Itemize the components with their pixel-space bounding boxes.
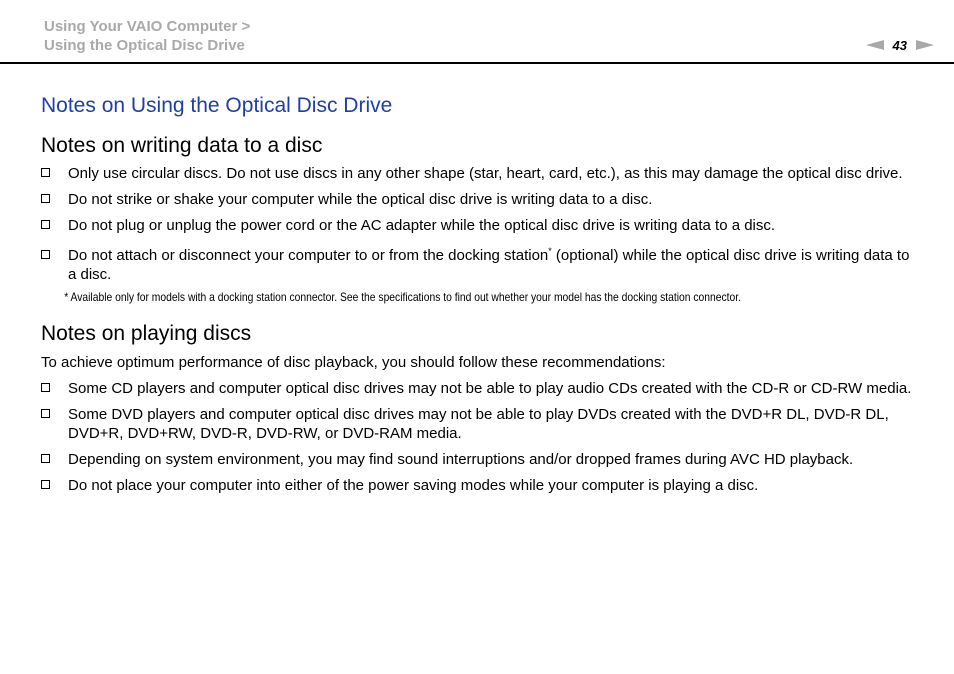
list-item bbox=[41, 216, 921, 235]
list-item-text: Some CD players and computer optical disc drives may not be able to play audio CDs created with the CD-R or CD-RW media. bbox=[68, 380, 912, 397]
list-item-text-start: Do not attach or disconnect your computer to or from the docking station bbox=[68, 247, 549, 264]
checkbox-bullet-icon bbox=[41, 480, 50, 489]
checkbox-bullet-icon bbox=[41, 168, 50, 177]
list-item-text: Do not strike or shake your computer while the optical disc drive is writing data to a disc. bbox=[68, 191, 653, 208]
page-content bbox=[41, 93, 921, 495]
list-item bbox=[41, 405, 921, 443]
previous-page-arrow-icon[interactable] bbox=[866, 40, 884, 50]
list-item-text: Do not place your computer into either of the power saving modes while your computer is playing a disc. bbox=[68, 477, 759, 494]
checkbox-bullet-icon bbox=[41, 250, 50, 259]
writing-notes-list bbox=[41, 164, 921, 284]
page-number: 43 bbox=[892, 37, 907, 53]
checkbox-bullet-icon bbox=[41, 409, 50, 418]
list-item bbox=[41, 164, 921, 183]
header-divider bbox=[0, 62, 954, 64]
footnote-marker: * bbox=[548, 246, 552, 256]
footnote: * Available only for models with a docking station connector. See the specifications to find out whether your model has the docking station connector. bbox=[64, 290, 741, 304]
checkbox-bullet-icon bbox=[41, 383, 50, 392]
playing-notes-list bbox=[41, 379, 921, 495]
breadcrumb-parent-link[interactable]: Using Your VAIO Computer > bbox=[44, 18, 251, 35]
list-item-text: Only use circular discs. Do not use discs in any other shape (star, heart, card, etc.), as this may damage the optical disc drive. bbox=[68, 165, 903, 182]
breadcrumb bbox=[44, 17, 250, 55]
checkbox-bullet-icon bbox=[41, 454, 50, 463]
list-item bbox=[41, 190, 921, 209]
breadcrumb-current: Using the Optical Disc Drive bbox=[44, 37, 245, 54]
writing-heading: Notes on writing data to a disc bbox=[41, 134, 323, 157]
playing-heading: Notes on playing discs bbox=[41, 322, 252, 345]
list-item bbox=[41, 450, 921, 469]
page-navigator bbox=[866, 36, 934, 54]
playing-intro: To achieve optimum performance of disc playback, you should follow these recommendations: bbox=[41, 354, 666, 371]
list-item bbox=[41, 246, 921, 284]
page-header bbox=[0, 0, 954, 64]
list-item-text: Some DVD players and computer optical disc drives may not be able to play DVDs created with the DVD+R DL, DVD-R DL, DVD+R, DVD+RW, DVD-R, DVD-RW, or DVD-RAM media. bbox=[68, 406, 889, 442]
list-item bbox=[41, 476, 921, 495]
list-item-text: Depending on system environment, you may find sound interruptions and/or dropped frames during AVC HD playback. bbox=[68, 451, 854, 468]
checkbox-bullet-icon bbox=[41, 194, 50, 203]
checkbox-bullet-icon bbox=[41, 220, 50, 229]
list-item-text-end: (optional) while the optical disc drive is writing data to a disc. bbox=[68, 247, 910, 283]
section-title: Notes on Using the Optical Disc Drive bbox=[41, 94, 393, 117]
list-item bbox=[41, 379, 921, 398]
next-page-arrow-icon[interactable] bbox=[916, 40, 934, 50]
list-item-text: Do not plug or unplug the power cord or the AC adapter while the optical disc drive is writing data to a disc. bbox=[68, 217, 776, 234]
